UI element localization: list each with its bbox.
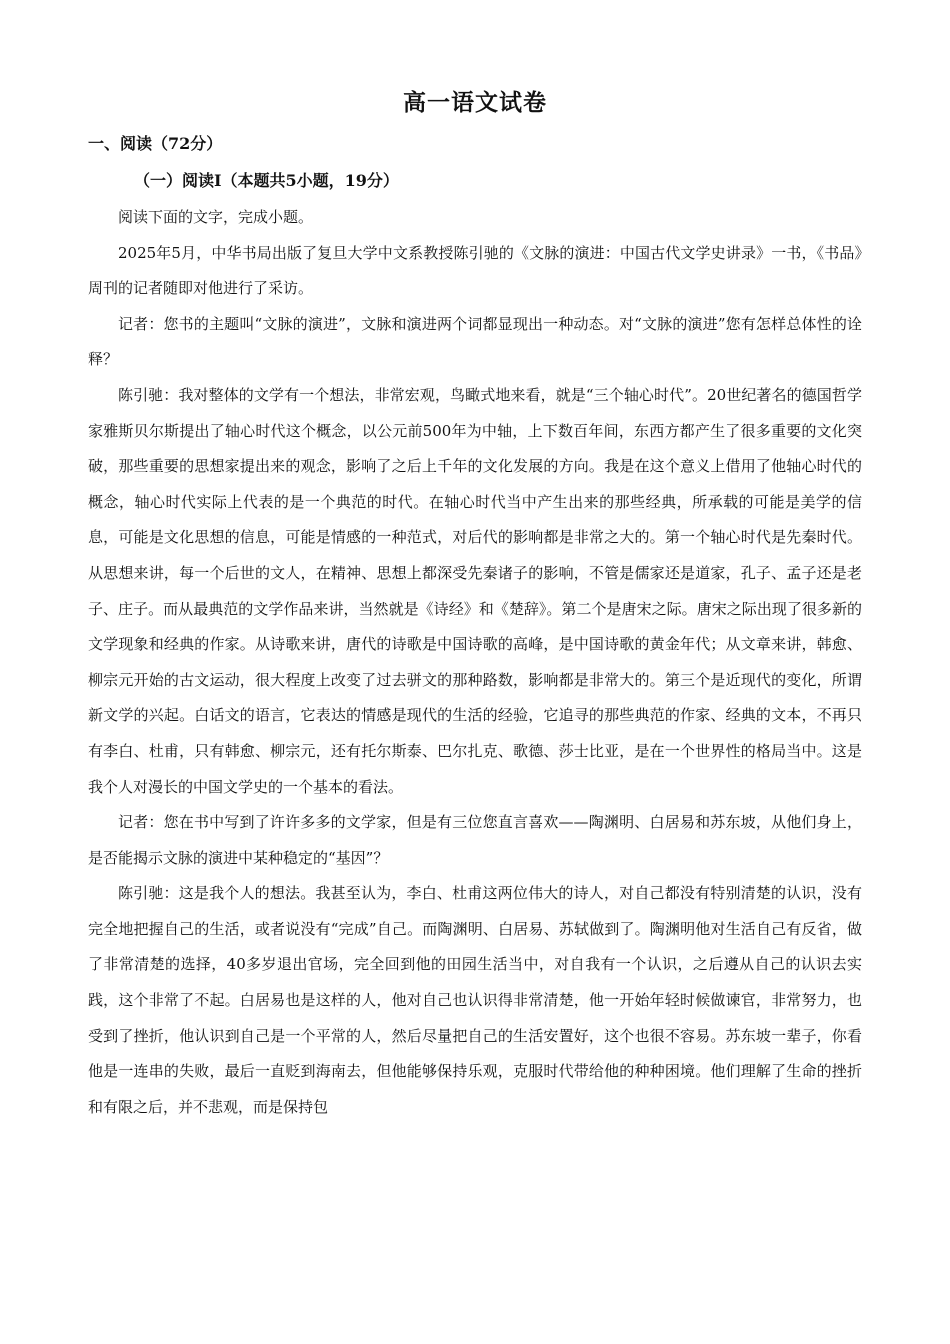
reading-passage xyxy=(88,200,862,1125)
interviewer-question-2: 记者：您在书中写到了许许多多的文学家，但是有三位您直言喜欢——陶渊明、白居易和苏东坡，从他们身上，是否能揭示文脉的演进中某种稳定的“基因”？ xyxy=(88,813,862,867)
answer-paragraph-2: 陈引驰：这是我个人的想法。我甚至认为，李白、杜甫这两位伟大的诗人，对自己都没有特别清楚的认识，没有完全地把握自己的生活，或者说没有“完成”自己。而陶渊明、白居易、苏轼做到了。陶渊明他对生活自己有反省，做了非常清楚的选择，40多岁退出官场，完全回到他的田园生活当中，对自我有一个认识，之后遵从自己的认识去实践，这个非常了不起。白居易也是这样的人，他对自己也认识得非常清楚，他一开始年轻时候做谏官，非常努力，也受到了挫折，他认识到自己是一个平常的人，然后尽量把自己的生活安置好，这个也很不容易。苏东坡一辈子，你看他是一连串的失败，最后一直贬到海南去，但他能够保持乐观，克服时代带给他的种种困境。他们理解了生命的挫折和有限之后，并不悲观，而是保持包 xyxy=(88,884,862,1116)
page-title: 高一语文试卷 xyxy=(403,89,547,116)
section-heading: 一、阅读（72分） xyxy=(88,134,223,153)
answer-paragraph-1: 陈引驰：我对整体的文学有一个想法，非常宏观，鸟瞰式地来看，就是“三个轴心时代”。20世纪著名的德国哲学家雅斯贝尔斯提出了轴心时代这个概念，以公元前500年为中轴，上下数百年间，东西方都产生了很多重要的文化突破，那些重要的思想家提出来的观念，影响了之后上千年的文化发展的方向。我是在这个意义上借用了他轴心时代的概念，轴心时代实际上代表的是一个典范的时代。在轴心时代当中产生出来的那些经典，所承载的可能是美学的信息，可能是文化思想的信息，可能是情感的一种范式，对后代的影响都是非常之大的。第一个轴心时代是先秦时代。从思想来讲，每一个后世的文人，在精神、思想上都深受先秦诸子的影响，不管是儒家还是道家，孔子、孟子还是老子、庄子。而从最典范的文学作品来讲，当然就是《诗经》和《楚辞》。第二个是唐宋之际。唐宋之际出现了很多新的文学现象和经典的作家。从诗歌来讲，唐代的诗歌是中国诗歌的高峰，是中国诗歌的黄金年代；从文章来讲，韩愈、柳宗元开始的古文运动，很大程度上改变了过去骈文的那种路数，影响都是非常大的。第三个是近现代的变化，所谓新文学的兴起。白话文的语言，它表达的情感是现代的生活的经验，它追寻的那些典范的作家、经典的文本，不再只有李白、杜甫，只有韩愈、柳宗元，还有托尔斯泰、巴尔扎克、歌德、莎士比亚，是在一个世界性的格局当中。这是我个人对漫长的中国文学史的一个基本的看法。 xyxy=(88,385,862,796)
interviewer-question-1: 记者：您书的主题叫“文脉的演进”，文脉和演进两个词都显现出一种动态。对“文脉的演进”您有怎样总体性的诠释？ xyxy=(88,314,862,369)
instruction-paragraph: 阅读下面的文字，完成小题。 xyxy=(118,208,314,226)
intro-paragraph: 2025年5月，中华书局出版了复旦大学中文系教授陈引驰的《文脉的演进：中国古代文学史讲录》一书，《书品》周刊的记者随即对他进行了采访。 xyxy=(88,243,862,298)
subsection-heading: （一）阅读Ⅰ（本题共5小题，19分） xyxy=(134,171,399,190)
